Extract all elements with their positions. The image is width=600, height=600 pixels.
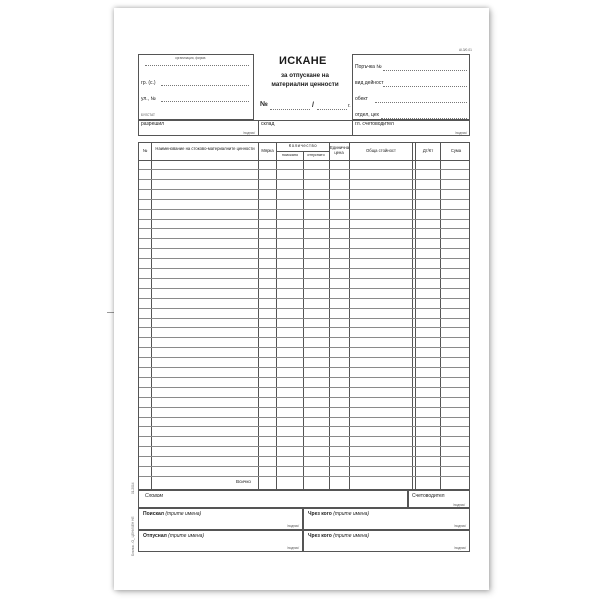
table-row-line <box>139 337 469 338</box>
activity-field[interactable] <box>383 86 467 87</box>
form-subtitle-1: за отпускане на <box>281 72 329 79</box>
footer-accountant-signature: /подпис/ <box>453 503 466 507</box>
requested-by-text: Поискал <box>143 511 164 517</box>
table-row-line <box>139 357 469 358</box>
col-unit-header: Мярка <box>261 148 274 153</box>
object-field[interactable] <box>375 102 467 103</box>
accountant-signature-caption: /подпис/ <box>455 131 468 135</box>
table-row-line <box>139 189 469 190</box>
table-row-line <box>139 397 469 398</box>
order-label: Поръчка № <box>355 64 382 70</box>
via-text-1: Чрез кого <box>308 511 332 517</box>
col-sum-header: Сума <box>450 148 462 153</box>
table-row-line <box>139 476 469 477</box>
approved-label: разрешил <box>141 121 165 127</box>
order-box <box>352 54 470 120</box>
dept-label: отдел, цех <box>355 112 380 118</box>
form-code: Al-3/0-01 <box>459 48 472 52</box>
number-field[interactable] <box>270 109 310 110</box>
order-field[interactable] <box>383 70 467 71</box>
bulstat-label: БУЛСТАТ <box>141 113 155 117</box>
table-row-line <box>139 298 469 299</box>
footer-accountant-label: Счетоводител <box>412 493 445 499</box>
table-row-line <box>139 387 469 388</box>
side-code-bottom: Бланка - О_ ЦЕНИЧЕН НЕ <box>131 516 135 556</box>
number-label: № <box>260 101 268 108</box>
approval-divider-1 <box>258 121 259 135</box>
org-name-field[interactable] <box>145 65 249 66</box>
table-row-line <box>139 407 469 408</box>
approval-strip <box>138 120 470 136</box>
accountant-sign-box <box>408 490 470 508</box>
released-by-label <box>143 534 204 539</box>
table-row-line <box>139 377 469 378</box>
via-signature-1: /подпис/ <box>454 524 467 528</box>
object-label: обект <box>355 96 368 102</box>
table-row-line <box>139 367 469 368</box>
table-row-line <box>139 258 469 259</box>
requested-by-label <box>143 512 201 517</box>
via-label-1 <box>308 512 369 517</box>
city-field[interactable] <box>161 85 249 86</box>
street-field[interactable] <box>161 101 249 102</box>
table-row-line <box>139 456 469 457</box>
accountant-label: гл. счетоводител <box>355 121 394 127</box>
col-total-header: Обща стойност <box>366 148 396 153</box>
col-unit-price-header: Единична цена <box>330 145 350 155</box>
table-row-line <box>139 318 469 319</box>
approval-divider-2 <box>352 121 353 135</box>
via-label-2 <box>308 534 369 539</box>
col-name-header: Наименование на стоково-материалните ценности <box>155 146 255 151</box>
table-row-line <box>139 327 469 328</box>
form-subtitle-2: материални ценности <box>271 81 339 88</box>
via-text-2: Чрез кого <box>308 533 332 539</box>
activity-label: вид дейност <box>355 80 384 86</box>
col-no-header: № <box>142 148 148 153</box>
requested-by-box <box>138 508 303 530</box>
table-row-line <box>139 268 469 269</box>
requested-by-hint: (трите имена) <box>165 511 202 517</box>
table-row-line <box>139 436 469 437</box>
table-rows <box>139 143 469 489</box>
street-label: ул., № <box>141 96 156 102</box>
col-qty-released-header: отпуснато <box>307 153 325 157</box>
table-row-line <box>139 228 469 229</box>
dept-field[interactable] <box>381 118 467 119</box>
released-by-signature: /подпис/ <box>287 546 300 550</box>
table-row-line <box>139 219 469 220</box>
year-suffix: г. <box>348 103 351 109</box>
table-row-line <box>139 446 469 447</box>
table-row-line <box>139 426 469 427</box>
in-words-box <box>138 490 408 508</box>
table-row-line <box>139 238 469 239</box>
released-by-box <box>138 530 303 552</box>
organization-box <box>138 54 254 120</box>
warehouse-label: склад <box>261 121 275 127</box>
org-caption: организация, фирма <box>175 56 206 60</box>
col-debit-credit-header: Дт/Кт <box>422 148 434 153</box>
form-title: ИСКАНЕ <box>279 55 327 67</box>
via-hint-2: (трите имена) <box>333 533 370 539</box>
table-row-line <box>139 248 469 249</box>
table-row-line <box>139 288 469 289</box>
date-slash: / <box>312 102 314 109</box>
table-row-line <box>139 199 469 200</box>
table-row-line <box>139 417 469 418</box>
table-row-line <box>139 347 469 348</box>
col-qty-requested-header: поискано <box>281 153 299 157</box>
form-sheet <box>114 8 489 590</box>
approved-signature-caption: /подпис/ <box>243 131 256 135</box>
released-by-hint: (трите имена) <box>168 533 205 539</box>
released-by-text: Отпуснал <box>143 533 167 539</box>
in-words-label: Словом <box>145 493 163 499</box>
date-field[interactable] <box>317 109 347 110</box>
total-label: Всичко <box>236 479 251 484</box>
table-row-line <box>139 169 469 170</box>
table-row-line <box>139 466 469 467</box>
table-row-line <box>139 209 469 210</box>
side-code-top: 01.2014 <box>131 482 135 494</box>
via-box-1 <box>303 508 470 530</box>
col-qty-group-header: Количество <box>288 143 318 148</box>
requested-by-signature: /подпис/ <box>287 524 300 528</box>
table-row-line <box>139 278 469 279</box>
via-signature-2: /подпис/ <box>454 546 467 550</box>
table-row-line <box>139 179 469 180</box>
table-row-line <box>139 308 469 309</box>
via-hint-1: (трите имена) <box>333 511 370 517</box>
via-box-2 <box>303 530 470 552</box>
city-label: гр. (с.) <box>141 80 156 86</box>
items-table <box>138 142 470 490</box>
